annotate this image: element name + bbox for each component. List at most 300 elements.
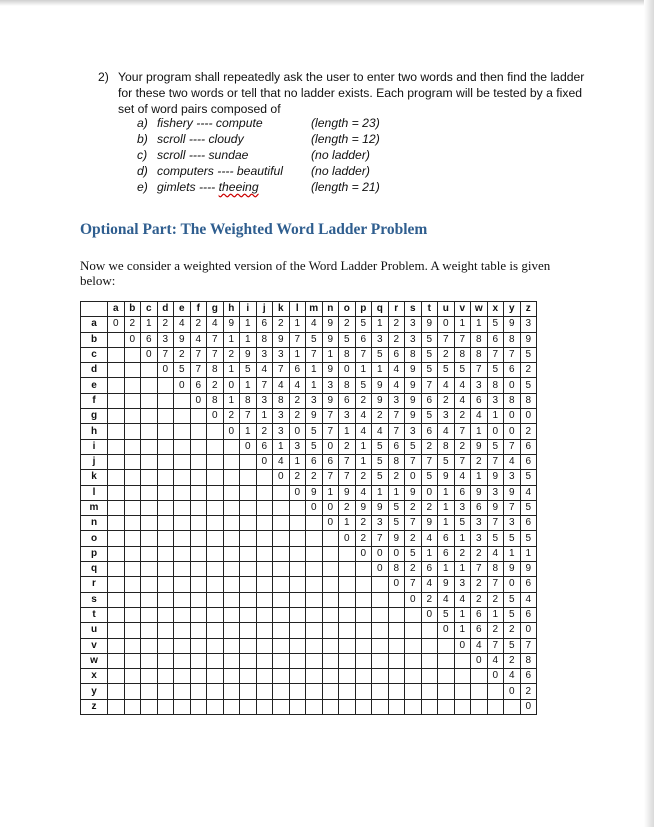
weight-cell: 1 [421,546,438,561]
weight-cell: 1 [471,317,488,332]
weight-cell: 2 [207,378,224,393]
weight-cell: 2 [520,424,537,439]
misspelled-word: theeing [218,180,259,194]
empty-cell [339,577,356,592]
weight-cell: 7 [405,577,422,592]
weight-cell: 5 [504,531,521,546]
weight-cell: 2 [454,546,471,561]
weight-cell: 6 [520,607,537,622]
empty-cell [141,470,158,485]
row-header-g: g [81,409,108,424]
empty-cell [256,684,273,699]
empty-cell [124,500,141,515]
weight-cell: 7 [388,424,405,439]
empty-cell [273,638,290,653]
empty-cell [240,684,257,699]
empty-cell [289,546,306,561]
column-header-m: m [306,302,323,317]
weight-cell: 8 [471,332,488,347]
empty-cell [124,546,141,561]
weight-cell: 6 [388,347,405,362]
weight-cell: 2 [471,577,488,592]
empty-cell [174,546,191,561]
empty-cell [108,592,125,607]
empty-cell [174,562,191,577]
empty-cell [454,684,471,699]
empty-cell [339,562,356,577]
empty-cell [471,699,488,714]
column-header-d: d [157,302,174,317]
empty-cell [339,669,356,684]
empty-cell [124,669,141,684]
empty-cell [207,623,224,638]
weight-cell: 6 [421,393,438,408]
weight-cell: 2 [124,317,141,332]
empty-cell [207,454,224,469]
empty-cell [157,684,174,699]
empty-cell [438,699,455,714]
word-pair-length: (length = 21) [311,180,380,194]
empty-cell [372,669,389,684]
table-row-r [81,577,537,592]
weight-cell: 5 [504,592,521,607]
empty-cell [108,454,125,469]
empty-cell [273,546,290,561]
weight-cell: 0 [289,485,306,500]
row-header-v: v [81,638,108,653]
weight-cell: 8 [504,332,521,347]
weight-cell: 1 [289,347,306,362]
empty-cell [108,546,125,561]
table-row-y [81,684,537,699]
empty-cell [157,577,174,592]
weight-cell: 7 [339,454,356,469]
empty-cell [108,699,125,714]
weight-cell: 8 [388,454,405,469]
empty-cell [240,623,257,638]
empty-cell [223,669,240,684]
weight-cell: 3 [487,485,504,500]
row-header-m: m [81,500,108,515]
empty-cell [240,546,257,561]
empty-cell [124,638,141,653]
weight-cell: 6 [504,363,521,378]
weight-cell: 2 [454,409,471,424]
weight-cell: 6 [471,393,488,408]
empty-cell [157,546,174,561]
weight-cell: 7 [454,332,471,347]
weight-cell: 0 [421,607,438,622]
weight-cell: 1 [141,317,158,332]
empty-cell [355,653,372,668]
table-row-z [81,699,537,714]
weight-cell: 7 [471,562,488,577]
empty-cell [256,485,273,500]
empty-cell [141,409,158,424]
weight-cell: 0 [504,577,521,592]
weight-cell: 6 [471,607,488,622]
weight-cell: 0 [372,562,389,577]
empty-cell [339,699,356,714]
weight-cell: 4 [454,378,471,393]
empty-cell [322,607,339,622]
weight-cell: 2 [190,317,207,332]
empty-cell [289,638,306,653]
column-header-f: f [190,302,207,317]
column-header-p: p [355,302,372,317]
column-header-b: b [124,302,141,317]
empty-cell [256,577,273,592]
weight-cell: 4 [256,363,273,378]
weight-cell: 2 [487,623,504,638]
empty-cell [355,607,372,622]
weight-cell: 4 [273,378,290,393]
weight-cell: 7 [504,500,521,515]
weight-cell: 6 [454,485,471,500]
weight-cell: 5 [372,470,389,485]
table-row-l [81,485,537,500]
empty-cell [438,653,455,668]
empty-cell [289,577,306,592]
empty-cell [141,485,158,500]
empty-cell [207,470,224,485]
empty-cell [355,562,372,577]
row-header-j: j [81,454,108,469]
empty-cell [421,699,438,714]
weight-cell: 9 [405,485,422,500]
weight-cell: 4 [520,485,537,500]
empty-cell [421,669,438,684]
weight-cell: 5 [520,531,537,546]
empty-cell [174,485,191,500]
empty-cell [124,378,141,393]
weight-cell: 7 [306,347,323,362]
empty-cell [223,607,240,622]
section-intro: Now we consider a weighted version of the Word Ladder Problem. A weight table is given below: [80,258,551,288]
weight-cell: 7 [421,378,438,393]
weight-cell: 3 [388,393,405,408]
empty-cell [190,592,207,607]
weight-cell: 9 [273,332,290,347]
weight-cell: 6 [421,562,438,577]
weight-cell: 7 [240,409,257,424]
empty-cell [273,592,290,607]
weight-cell: 9 [487,500,504,515]
weight-cell: 8 [454,347,471,362]
empty-cell [174,424,191,439]
weight-cell: 7 [520,638,537,653]
weight-cell: 1 [289,317,306,332]
weight-cell: 9 [339,485,356,500]
weight-cell: 4 [355,424,372,439]
empty-cell [223,592,240,607]
weight-cell: 4 [190,332,207,347]
empty-cell [190,607,207,622]
empty-cell [124,470,141,485]
row-header-s: s [81,592,108,607]
column-header-q: q [372,302,389,317]
weight-cell: 0 [471,653,488,668]
empty-cell [223,485,240,500]
weight-cell: 4 [174,317,191,332]
empty-cell [174,684,191,699]
weight-cell: 2 [157,317,174,332]
weight-cell: 1 [223,363,240,378]
weight-cell: 5 [438,607,455,622]
empty-cell [124,485,141,500]
weight-cell: 2 [355,516,372,531]
empty-cell [108,439,125,454]
weight-cell: 6 [322,454,339,469]
weight-cell: 2 [504,623,521,638]
weight-cell: 5 [355,317,372,332]
weight-cell: 4 [273,454,290,469]
empty-cell [157,562,174,577]
empty-cell [405,638,422,653]
weight-cell: 9 [438,470,455,485]
empty-cell [223,638,240,653]
empty-cell [240,669,257,684]
weight-cell: 8 [504,393,521,408]
empty-cell [438,638,455,653]
weight-cell: 0 [223,424,240,439]
weight-cell: 1 [438,485,455,500]
empty-cell [174,500,191,515]
column-header-e: e [174,302,191,317]
row-header-d: d [81,363,108,378]
empty-cell [322,562,339,577]
word-pair-first-word: gimlets ---- [157,180,219,194]
weight-cell: 5 [454,516,471,531]
weight-cell: 0 [256,454,273,469]
weight-cell: 5 [520,470,537,485]
weight-cell: 2 [174,347,191,362]
empty-cell [306,699,323,714]
weight-cell: 2 [487,592,504,607]
row-header-k: k [81,470,108,485]
empty-cell [256,592,273,607]
weight-cell: 1 [306,378,323,393]
empty-cell [339,592,356,607]
weight-cell: 0 [504,378,521,393]
weight-cell: 1 [289,454,306,469]
column-header-k: k [273,302,290,317]
empty-cell [223,470,240,485]
empty-cell [190,638,207,653]
weight-cell: 7 [157,347,174,362]
empty-cell [273,669,290,684]
word-pair-letter: e) [137,180,148,194]
requirement-number: 2) [98,70,109,84]
weight-cell: 0 [520,409,537,424]
empty-cell [223,653,240,668]
empty-cell [339,684,356,699]
table-row-i [81,439,537,454]
empty-cell [190,669,207,684]
weight-cell: 1 [471,424,488,439]
weight-cell: 1 [355,454,372,469]
empty-cell [190,516,207,531]
column-header-a: a [108,302,125,317]
table-row-p [81,546,537,561]
weight-cell: 3 [306,393,323,408]
empty-cell [207,607,224,622]
weight-cell: 8 [520,393,537,408]
weight-cell: 3 [454,577,471,592]
empty-cell [223,623,240,638]
table-row-n [81,516,537,531]
weight-cell: 3 [405,424,422,439]
empty-cell [207,424,224,439]
word-pair-length: (length = 23) [311,116,380,130]
empty-cell [273,531,290,546]
empty-cell [273,623,290,638]
empty-cell [141,546,158,561]
weight-cell: 8 [487,562,504,577]
empty-cell [108,653,125,668]
empty-cell [157,638,174,653]
table-row-f [81,393,537,408]
empty-cell [289,699,306,714]
empty-cell [487,699,504,714]
weight-cell: 1 [355,363,372,378]
empty-cell [355,699,372,714]
row-header-f: f [81,393,108,408]
weight-cell: 3 [372,516,389,531]
word-pair-words: scroll ---- cloudy [157,132,244,146]
weight-cell: 2 [520,684,537,699]
word-pair-length: (no ladder) [311,148,370,162]
empty-cell [108,470,125,485]
empty-cell [273,516,290,531]
column-header-z: z [520,302,537,317]
empty-cell [108,347,125,362]
empty-cell [306,531,323,546]
requirement-paragraph [98,69,598,117]
weight-cell: 2 [273,317,290,332]
weight-cell: 9 [421,317,438,332]
empty-cell [339,607,356,622]
empty-cell [240,577,257,592]
weight-cell: 9 [405,363,422,378]
empty-cell [207,439,224,454]
empty-cell [124,592,141,607]
empty-cell [273,577,290,592]
weight-cell: 9 [504,562,521,577]
row-header-a: a [81,317,108,332]
table-row-q [81,562,537,577]
requirement-text: Your program shall repeatedly ask the user to enter two words and then find the ladder for these two words or tell that no ladder exists. Each program will be tested by a fixed set of word pairs composed of [118,70,585,116]
empty-cell [322,546,339,561]
weight-cell: 6 [438,531,455,546]
empty-cell [190,409,207,424]
weight-cell: 9 [487,470,504,485]
weight-cell: 7 [256,378,273,393]
empty-cell [124,454,141,469]
weight-cell: 6 [190,378,207,393]
weight-cell: 2 [388,332,405,347]
empty-cell [157,378,174,393]
weight-cell: 2 [454,439,471,454]
weight-cell: 5 [438,454,455,469]
weight-cell: 9 [388,531,405,546]
empty-cell [108,577,125,592]
empty-cell [174,393,191,408]
weight-cell: 5 [421,470,438,485]
empty-cell [355,623,372,638]
empty-cell [174,409,191,424]
empty-cell [273,500,290,515]
empty-cell [322,623,339,638]
empty-cell [339,653,356,668]
weight-cell: 1 [454,531,471,546]
weight-cell: 4 [289,378,306,393]
empty-cell [141,684,158,699]
weight-cell: 0 [438,623,455,638]
empty-cell [223,562,240,577]
empty-cell [124,424,141,439]
weight-cell: 0 [289,424,306,439]
empty-cell [256,516,273,531]
weight-cell: 0 [372,546,389,561]
empty-cell [256,699,273,714]
weight-cell: 5 [438,363,455,378]
column-header-c: c [141,302,158,317]
empty-cell [339,546,356,561]
empty-cell [141,363,158,378]
weight-cell: 1 [223,393,240,408]
weight-cell: 9 [405,393,422,408]
word-pair-words: fishery ---- compute [157,116,263,130]
weight-cell: 7 [454,424,471,439]
weight-cell: 7 [289,332,306,347]
weight-cell: 7 [339,470,356,485]
row-header-c: c [81,347,108,362]
empty-cell [355,638,372,653]
weight-cell: 0 [223,378,240,393]
weight-cell: 1 [322,347,339,362]
empty-cell [388,607,405,622]
empty-cell [108,638,125,653]
empty-cell [256,607,273,622]
empty-cell [124,347,141,362]
weight-cell: 4 [306,317,323,332]
row-header-t: t [81,607,108,622]
empty-cell [190,653,207,668]
weight-cell: 2 [339,317,356,332]
weight-cell: 9 [504,317,521,332]
empty-cell [174,470,191,485]
weight-cell: 1 [487,409,504,424]
weight-cell: 5 [421,332,438,347]
empty-cell [108,623,125,638]
column-header-t: t [421,302,438,317]
weight-cell: 6 [520,669,537,684]
weight-cell: 3 [454,500,471,515]
empty-cell [355,577,372,592]
empty-cell [223,684,240,699]
empty-cell [273,485,290,500]
empty-cell [289,623,306,638]
empty-cell [207,638,224,653]
weight-cell: 5 [421,363,438,378]
weight-cell: 0 [322,439,339,454]
empty-cell [108,516,125,531]
empty-cell [174,638,191,653]
weight-cell: 6 [421,424,438,439]
weight-cell: 4 [487,546,504,561]
weight-cell: 5 [421,409,438,424]
